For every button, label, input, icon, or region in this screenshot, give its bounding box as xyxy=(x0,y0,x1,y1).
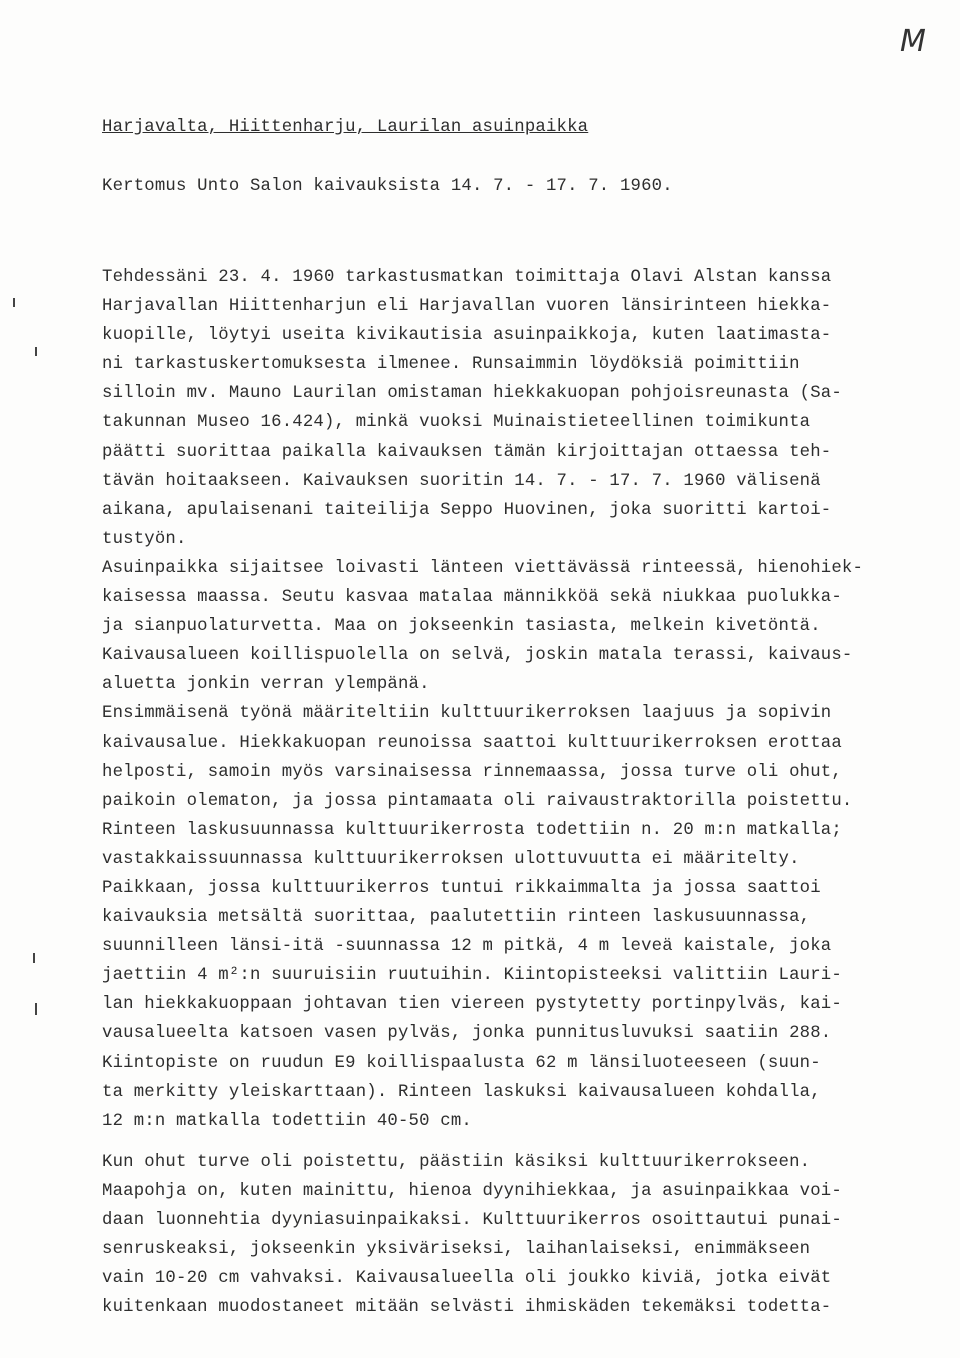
text-line: Asuinpaikka sijaitsee loivasti länteen viettävässä rinteessä, hienohiek- xyxy=(102,558,864,578)
text-line: daan luonnehtia dyyniasuinpaikaksi. Kulttuurikerros osoittautui punai- xyxy=(102,1211,842,1230)
text-line: lan hiekkakuoppaan johtavan tien viereen pystytetty portinpylväs, kai- xyxy=(102,995,842,1015)
text-line: silloin mv. Mauno Laurilan omistaman hiekkakuopan pohjoisreunasta (Sa- xyxy=(102,384,842,404)
text-line: kaivauksia metsältä suorittaa, paalutettiin rinteen laskusuunnassa, xyxy=(102,908,811,928)
text-line: päätti suorittaa paikalla kaivauksen tämän kirjoittajan ottaessa teh- xyxy=(102,442,832,462)
text-line: ja sianpuolaturvetta. Maa on jokseenkin tasiasta, melkein kivetöntä. xyxy=(102,617,821,637)
paragraph-gap xyxy=(102,1136,960,1148)
text-line: vausalueelta katsoen vasen pylväs, jonka punnitusluvuksi saatiin 288. xyxy=(102,1024,832,1044)
text-line: helposti, samoin myös varsinaisessa rinnemaassa, jossa turve oli ohut, xyxy=(102,762,842,782)
text-line: jaettiin 4 m²:n suuruisiin ruutuihin. Kiintopisteeksi valittiin Lauri- xyxy=(102,966,842,986)
text-line: Kiintopiste on ruudun E9 koillispaalusta 62 m länsiluoteeseen (suun- xyxy=(102,1053,821,1073)
report-body xyxy=(102,263,960,1322)
margin-mark xyxy=(35,1003,37,1015)
text-line: kaivausalue. Hiekkakuopan reunoissa saattoi kulttuurikerroksen erottaa xyxy=(102,733,842,753)
text-line: vain 10-20 cm vahvaksi. Kaivausalueella oli joukko kiviä, jotka eivät xyxy=(102,1269,832,1289)
text-line: tävän hoitaakseen. Kaivauksen suoritin 14. 7. - 17. 7. 1960 välisenä xyxy=(102,471,821,491)
text-line: Kun ohut turve oli poistettu, päästiin käsiksi kulttuurikerrokseen. xyxy=(102,1152,811,1172)
text-line: paikoin olematon, ja jossa pintamaata oli raivaustraktorilla poistettu. xyxy=(102,791,853,811)
paragraph-2 xyxy=(102,1148,960,1323)
document-title: Harjavalta, Hiittenharju, Laurilan asuinpaikka xyxy=(102,118,589,137)
text-line: tustyön. xyxy=(102,529,187,549)
text-line: takunnan Museo 16.424), minkä vuoksi Muinaistieteellinen toimikunta xyxy=(102,413,811,433)
text-line: Rinteen laskusuunnassa kulttuurikerrosta todettiin n. 20 m:n matkalla; xyxy=(102,820,842,840)
text-line: Ensimmäisenä työnä määriteltiin kulttuurikerroksen laajuus ja sopivin xyxy=(102,704,832,724)
margin-mark xyxy=(33,953,35,963)
text-line: aikana, apulaisenani taiteilija Seppo Huovinen, joka suoritti kartoi- xyxy=(102,500,832,520)
text-line: vastakkaissuunnassa kulttuurikerroksen ulottuvuutta ei määritelty. xyxy=(102,849,800,869)
text-line: kaisessa maassa. Seutu kasvaa matalaa männikköä sekä niukkaa puolukka- xyxy=(102,588,842,608)
document-subtitle: Kertomus Unto Salon kaivauksista 14. 7. - 17. 7. 1960. xyxy=(102,177,673,196)
text-line: ta merkitty yleiskarttaan). Rinteen laskuksi kaivausalueen kohdalla, xyxy=(102,1082,821,1102)
text-line: 12 m:n matkalla todettiin 40-50 cm. xyxy=(102,1111,472,1131)
text-line: suunnilleen länsi-itä -suunnassa 12 m pitkä, 4 m leveä kaistale, joka xyxy=(102,937,832,957)
page-number: M xyxy=(900,24,926,59)
text-line: aluetta jonkin verran ylempänä. xyxy=(102,675,430,695)
paragraph-1 xyxy=(102,263,960,1136)
text-line: Kaivausalueen koillispuolella on selvä, joskin matala terassi, kaivaus- xyxy=(102,646,853,666)
text-line: ni tarkastuskertomuksesta ilmenee. Runsaimmin löydöksiä poimittiin xyxy=(102,355,800,375)
margin-mark xyxy=(35,347,37,356)
margin-mark xyxy=(13,298,15,307)
text-line: Tehdessäni 23. 4. 1960 tarkastusmatkan toimittaja Olavi Alstan kanssa xyxy=(102,268,832,287)
text-line: kuitenkaan muodostaneet mitään selvästi ihmiskäden tekemäksi todetta- xyxy=(102,1298,832,1318)
text-line: Paikkaan, jossa kulttuurikerros tuntui rikkaimmalta ja jossa saattoi xyxy=(102,878,821,898)
text-line: Harjavallan Hiittenharjun eli Harjavallan vuoren länsirinteen hiekka- xyxy=(102,297,832,317)
text-line: Maapohja on, kuten mainittu, hienoa dyynihiekkaa, ja asuinpaikkaa voi- xyxy=(102,1181,842,1201)
text-line: senruskeaksi, jokseenkin yksiväriseksi, laihanlaiseksi, enimmäkseen xyxy=(102,1240,811,1260)
text-line: kuopille, löytyi useita kivikautisia asuinpaikkoja, kuten laatimasta- xyxy=(102,326,832,346)
